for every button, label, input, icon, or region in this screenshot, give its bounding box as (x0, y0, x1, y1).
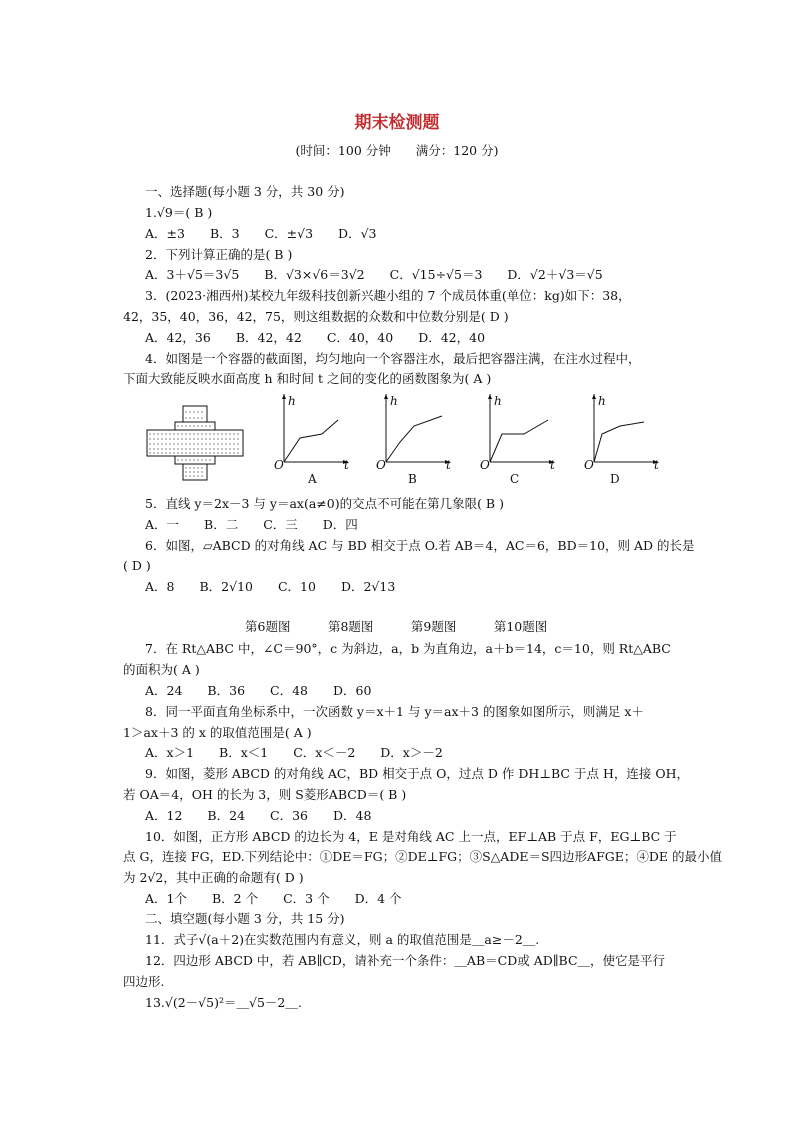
figure-captions: 第6题图 第8题图 第9题图 第10题图 (245, 619, 548, 634)
graph-d-h-label: h (598, 394, 606, 408)
question-5: 5．直线 y＝2x－3 与 y＝ax(a≠0)的交点不可能在第几象限( B ) (145, 496, 504, 511)
graph-a-h-label: h (288, 394, 296, 408)
section-heading-2: 二、填空题(每小题 3 分，共 15 分) (145, 911, 345, 926)
options-5: A．一 B．二 C．三 D．四 (145, 517, 358, 532)
question-3-line2: 42，35，40，36，42，75，则这组数据的众数和中位数分别是( D ) (123, 309, 509, 324)
question-12-line1: 12．四边形 ABCD 中，若 AB∥CD，请补充一个条件：＿AB＝CD或 AD∥BC＿，使它是平行 (145, 953, 666, 968)
question-13: 13.√(2－√5)²＝＿√5－2＿. (145, 995, 302, 1010)
question-9-line1: 9．如图，菱形 ABCD 的对角线 AC，BD 相交于点 O，过点 D 作 DH⊥BC 于点 H，连接 OH， (145, 766, 689, 781)
question-12-line2: 四边形. (123, 974, 165, 989)
graph-b-o-label: O (376, 458, 386, 472)
graph-a-o-label: O (274, 458, 284, 472)
question-9-line2: 若 OA＝4，OH 的长为 3，则 S菱形ABCD＝( B ) (123, 787, 407, 802)
graph-c-o-label: O (480, 458, 490, 472)
question-4-line1: 4．如图是一个容器的截面图，均匀地向一个容器注水，最后把容器注满，在注水过程中， (145, 351, 641, 366)
question-3-line1: 3．(2023·湘西州)某校九年级科技创新兴趣小组的 7 个成员体重(单位：kg)如下：38， (145, 288, 631, 303)
graph-d-o-label: O (584, 458, 594, 472)
graph-d-t-label: t (654, 458, 659, 472)
section-heading-1: 一、选择题(每小题 3 分，共 30 分) (145, 184, 345, 199)
options-6: A．8 B．2√10 C．10 D．2√13 (145, 579, 396, 594)
graph-a-t-label: t (344, 458, 349, 472)
graph-c-t-label: t (550, 458, 555, 472)
question-11: 11．式子√(a＋2)在实数范围内有意义，则 a 的取值范围是＿a≥－2＿. (145, 932, 540, 947)
options-10: A．1个 B．2 个 C．3 个 D．4 个 (145, 891, 402, 906)
question-7-line2: 的面积为( A ) (123, 662, 200, 677)
question-10-line3: 为 2√2，其中正确的命题有( D ) (123, 870, 304, 885)
question-6-line1: 6．如图，▱ABCD 的对角线 AC 与 BD 相交于点 O.若 AB＝4，AC＝6，BD＝10，则 AD 的长是 (145, 538, 695, 553)
question-10-line2: 点 G，连接 FG，ED.下列结论中：①DE＝FG；②DE⊥FG；③S△ADE＝S四边形AFGE；④DE 的最小值 (123, 849, 722, 864)
graph-b-t-label: t (446, 458, 451, 472)
graph-a-label: A (308, 472, 317, 486)
question-4-line2: 下面大致能反映水面高度 h 和时间 t 之间的变化的函数图象为( A ) (123, 371, 492, 386)
page-title: 期末检测题 (354, 113, 440, 133)
options-7: A．24 B．36 C．48 D．60 (145, 683, 372, 698)
options-3: A．42，36 B．42，42 C．40，40 D．42，40 (145, 330, 486, 345)
graph-b-h-label: h (390, 394, 398, 408)
graph-c-label: C (510, 472, 520, 486)
graph-c-h-label: h (494, 394, 502, 408)
question-10-line1: 10．如图，正方形 ABCD 的边长为 4，E 是对角线 AC 上一点，EF⊥AB 于点 F，EG⊥BC 于 (145, 829, 677, 844)
options-2: A．3＋√5＝3√5 B．√3×√6＝3√2 C．√15÷√5＝3 D．√2＋√3＝√5 (145, 267, 603, 282)
page-subtitle: (时间：100 分钟 满分：120 分) (295, 143, 499, 158)
container-figure (143, 404, 245, 482)
question-7-line1: 7．在 Rt△ABC 中，∠C＝90°，c 为斜边，a，b 为直角边，a＋b＝14，c＝10，则 Rt△ABC (145, 641, 671, 656)
graph-b-label: B (408, 472, 417, 486)
question-8-line1: 8．同一平面直角坐标系中，一次函数 y＝x＋1 与 y＝ax＋3 的图象如图所示，则满足 x＋ (145, 704, 644, 719)
options-9: A．12 B．24 C．36 D．48 (145, 808, 372, 823)
question-8-line2: 1＞ax＋3 的 x 的取值范围是( A ) (123, 725, 312, 740)
question-1: 1.√9＝( B ) (145, 205, 213, 220)
options-1: A．±3 B．3 C．±√3 D．√3 (145, 226, 377, 241)
options-8: A．x＞1 B．x＜1 C．x＜－2 D．x＞－2 (145, 745, 443, 760)
question-2: 2．下列计算正确的是( B ) (145, 247, 293, 262)
graph-d-label: D (610, 472, 620, 486)
question-6-line2: ( D ) (123, 558, 151, 573)
